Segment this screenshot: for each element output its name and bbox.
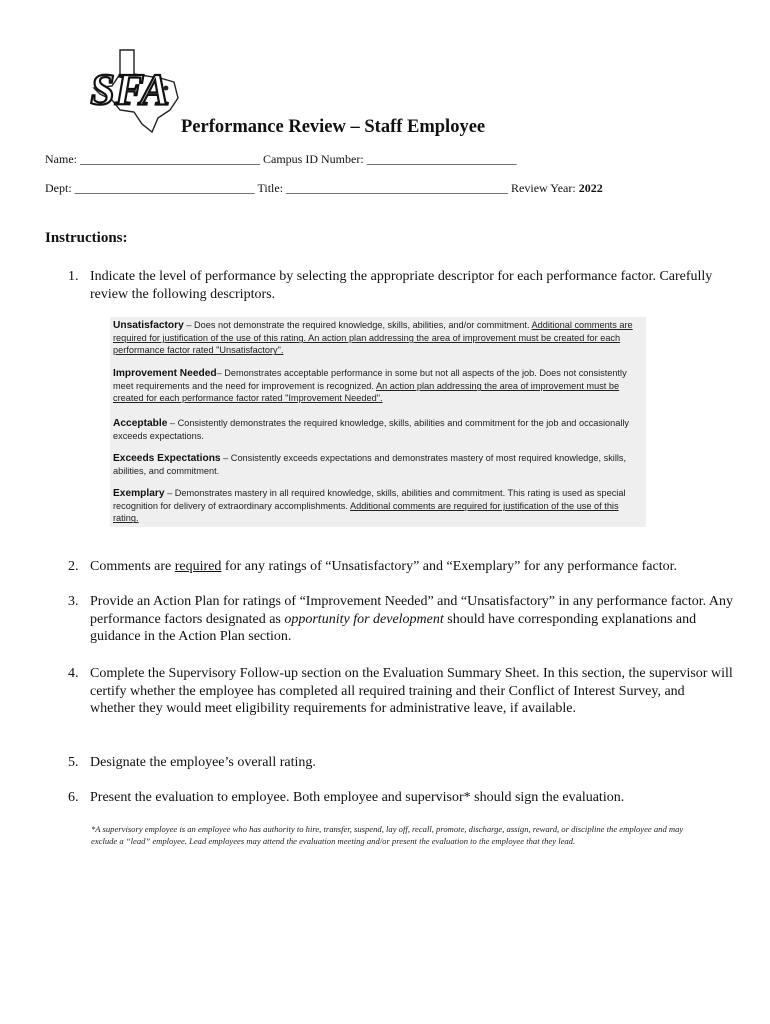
descriptor-term: Improvement Needed — [113, 368, 217, 379]
descriptor-box — [110, 317, 646, 527]
item-number: 2. — [68, 559, 79, 574]
item-text: Provide an Action Plan for ratings of “Improvement Needed” and “Unsatisfactory” in any performance factor. Any performance factors designated as opportunity for development should have corresponding explanations and guidance in the Action Plan section. — [90, 594, 734, 644]
campus-id-field[interactable]: _________________________ — [366, 152, 517, 166]
instruction-item — [68, 558, 733, 576]
item-text: Designate the employee’s overall rating. — [90, 755, 316, 770]
descriptor-term: Unsatisfactory — [113, 320, 184, 331]
title-field[interactable]: _____________________________________ — [286, 181, 509, 195]
logo-text: SFA — [90, 65, 170, 114]
name-field[interactable]: ______________________________ — [80, 152, 260, 166]
item-number: 3. — [68, 594, 79, 609]
title-label: Title: — [257, 181, 284, 195]
descriptor-unsatisfactory: Unsatisfactory – Does not demonstrate the required knowledge, skills, abilities, and/or commitment. Additional comments are required for justification of the use of this rating. An action plan addressing the area of improvement must be created for each performance factor rated "Unsatisfactory". — [113, 320, 633, 356]
item-number: 5. — [68, 755, 79, 770]
descriptor-exemplary: Exemplary – Demonstrates mastery in all required knowledge, skills, abilities and commitment. This rating is used as special recognition for delivery of extraordinary accomplishments. Additional comments are required for justification of the use of this rating. — [113, 488, 626, 524]
item-number: 6. — [68, 790, 79, 805]
dept-field[interactable]: ______________________________ — [74, 181, 255, 195]
item-text: Present the evaluation to employee. Both employee and supervisor* should sign the evaluation. — [90, 790, 625, 805]
review-year-label: Review Year: — [511, 181, 576, 195]
instruction-item — [68, 593, 733, 646]
footnote: *A supervisory employee is an employee who has authority to hire, transfer, suspend, lay off, recall, promote, discharge, assign, reward, or discipline the employee and may exclude a “lead” employee. Lead employees may attend the evaluation meeting and/or present the evaluation to the employee that they lead. — [91, 824, 684, 847]
sfa-logo — [90, 44, 186, 134]
instructions-heading: Instructions: — [45, 230, 128, 246]
instruction-item — [68, 665, 733, 718]
campus-id-label: Campus ID Number: — [263, 152, 364, 166]
descriptor-exceeds-expectations: Exceeds Expectations – Consistently exceeds expectations and demonstrates mastery of most required knowledge, skills, abilities, and commitment. — [113, 453, 627, 477]
item-text: Complete the Supervisory Follow-up section on the Evaluation Summary Sheet. In this section, the supervisor will certify whether the employee has completed all required training and their Conflict of Interest Survey, and whether they would meet eligibility requirements for administrative leave, if available. — [90, 666, 733, 716]
descriptor-improvement-needed: Improvement Needed– Demonstrates acceptable performance in some but not all aspects of the job. Does not consistently meet requirements and the need for improvement is recognized. An action plan addressing the area of improvement must be created for each performance factor rated "Improvement Needed". — [113, 368, 627, 404]
instruction-item — [68, 754, 733, 772]
name-label: Name: — [45, 152, 77, 166]
descriptor-term: Exemplary — [113, 488, 165, 499]
descriptor-acceptable: Acceptable – Consistently demonstrates the required knowledge, skills, abilities and commitment for the job and occasionally exceeds expectations. — [113, 418, 630, 442]
item-number: 1. — [68, 269, 79, 284]
descriptor-term: Exceeds Expectations — [113, 453, 221, 464]
instruction-item — [68, 268, 733, 303]
descriptor-term: Acceptable — [113, 418, 168, 429]
instruction-item — [68, 789, 733, 807]
item-text: Comments are required for any ratings of “Unsatisfactory” and “Exemplary” for any performance factor. — [90, 559, 677, 574]
item-text: Indicate the level of performance by selecting the appropriate descriptor for each performance factor. Carefully review the following descriptors. — [90, 269, 713, 302]
name-campus-row — [45, 152, 517, 167]
page-title: Performance Review – Staff Employee — [181, 117, 486, 137]
dept-title-row — [45, 181, 603, 196]
dept-label: Dept: — [45, 181, 72, 195]
review-year-value: 2022 — [578, 181, 603, 195]
item-number: 4. — [68, 666, 79, 681]
